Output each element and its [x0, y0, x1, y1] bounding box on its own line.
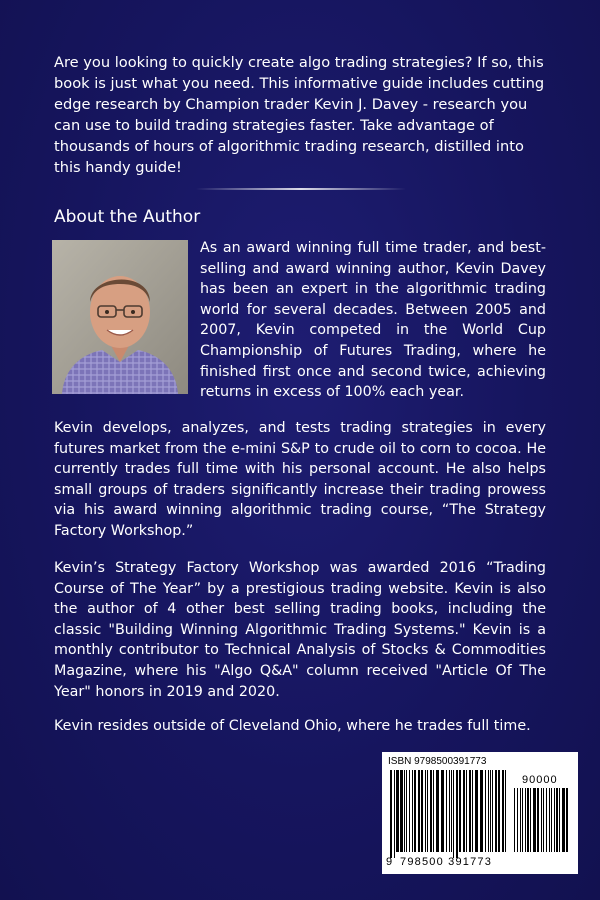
barcode-bar: [390, 770, 392, 858]
barcode-bar: [463, 770, 465, 852]
barcode-bar: [522, 788, 523, 852]
barcode-bar: [453, 770, 454, 858]
book-blurb: Are you looking to quickly create algo trading strategies? If so, this book is just what you need. This informative guide includes cutting edge research by Champion trader Kevin J. Davey - research you can use to build trading strategies faster. Take advantage of thousands of hours of algorithmic trading research, distilled into this handy guide!: [54, 54, 545, 176]
barcode-bar: [433, 770, 434, 852]
barcode-bar: [537, 788, 539, 852]
barcode-bar: [514, 788, 515, 852]
barcode-bar: [430, 770, 432, 852]
barcode-bar: [446, 770, 447, 852]
ean-lead-digit: 9: [386, 856, 393, 868]
barcode-bar: [451, 770, 452, 852]
barcode-bar: [414, 770, 416, 852]
isbn-label: ISBN 9798500391773: [388, 756, 487, 767]
barcode-bar: [488, 770, 489, 852]
barcode-bar: [556, 788, 558, 852]
barcode-bar: [475, 770, 478, 852]
barcode-bars: [390, 770, 510, 858]
ean-digits: 798500 391773: [400, 856, 493, 868]
barcode-bar: [554, 788, 555, 852]
barcode-bar: [505, 770, 506, 852]
author-bio-paragraph: Kevin resides outside of Cleveland Ohio, where he trades full time.: [54, 718, 531, 734]
barcode-bar: [400, 770, 403, 852]
author-photo: [52, 240, 188, 394]
author-bio-paragraph: As an award winning full time trader, and best-selling and award winning author, Kevin Davey has been an expert in the algorithmic trading world for several decades. Between 2005 and 2007, Kevin competed in the World Cup Championship of Futures Trading, where he finished first once and second twice, achieving returns in excess of 100% each year.: [200, 240, 546, 401]
barcode-bar: [527, 788, 529, 852]
barcode-bar: [412, 770, 413, 852]
barcode-bar: [498, 770, 500, 852]
barcode-bar: [436, 770, 439, 852]
barcode-bar: [502, 770, 504, 852]
barcode-bar: [541, 788, 542, 852]
barcode-bar: [485, 770, 486, 852]
author-bio-paragraph: Kevin develops, analyzes, and tests trading strategies in every futures market from the e-mini S&P to crude oil to corn to cocoa. He currently trades full time with his personal account. He also helps small groups of traders significantly increase their trading prowess via his award winning algorithmic trading course, “The Strategy Factory Workshop.”: [54, 420, 546, 539]
barcode-bar: [418, 770, 420, 852]
barcode-bar: [480, 770, 483, 852]
barcode-bar: [520, 788, 521, 852]
addon-barcode-bars: [514, 788, 570, 858]
barcode-bar: [459, 770, 461, 852]
price-code: 90000: [522, 774, 558, 786]
barcode-bar: [492, 770, 493, 852]
barcode-bar: [517, 788, 518, 852]
barcode-bar: [421, 770, 423, 852]
barcode-bar: [456, 770, 458, 858]
barcode-bar: [472, 770, 473, 852]
author-bio-paragraph: Kevin’s Strategy Factory Workshop was awarded 2016 “Trading Course of The Year” by a prestigious trading website. Kevin is also the author of 4 other best selling trading books, including the classic "Building Winning Algorithmic Trading Systems." Kevin is a monthly contributor to Technical Analysis of Stocks & Commodities Magazine, where his "Algo Q&A" column received "Article Of The Year" honors in 2019 and 2020.: [54, 560, 546, 700]
barcode-bar: [533, 788, 536, 852]
barcode-bar: [551, 788, 552, 852]
section-divider: [196, 188, 406, 190]
barcode-bar: [549, 788, 550, 852]
barcode-bar: [559, 788, 560, 852]
barcode-bar: [469, 770, 471, 852]
barcode-bar: [449, 770, 450, 852]
barcode-bar: [396, 770, 399, 852]
isbn-barcode: [382, 752, 578, 874]
barcode-bar: [425, 770, 426, 852]
barcode-bar: [530, 788, 531, 852]
barcode-bar: [566, 788, 568, 852]
barcode-bar: [406, 770, 407, 852]
barcode-bar: [427, 770, 428, 852]
barcode-bar: [525, 788, 526, 852]
barcode-bar: [441, 770, 444, 852]
barcode-bar: [490, 770, 491, 852]
barcode-bar: [495, 770, 497, 852]
barcode-bar: [546, 788, 547, 852]
barcode-bar: [466, 770, 467, 852]
barcode-bar: [394, 770, 395, 858]
barcode-bar: [404, 770, 405, 852]
about-author-heading: About the Author: [54, 207, 201, 227]
barcode-bar: [543, 788, 544, 852]
barcode-bar: [409, 770, 410, 852]
barcode-bar: [562, 788, 565, 852]
